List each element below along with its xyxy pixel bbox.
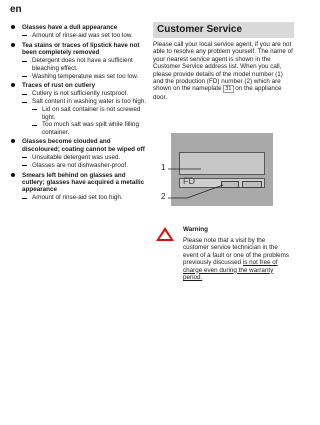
problem-title: Smears left behind on glasses and cutlery; glasses have acquired a metallic appearance: [22, 171, 145, 194]
cause-text: Detergent does not have a sufficient bleaching effect.: [32, 57, 133, 72]
intro-text: Please call your local service agent, if you are not able to resolve any problem yourself. The name of your nearest service agent is shown in the Customer Service address list. When you call, please provide details of the model number (1) and the production (FD) number (2) which are shown on the nameplate: [153, 41, 293, 93]
section-title: Customer Service: [153, 22, 294, 38]
dash-icon: [22, 198, 27, 199]
dash-icon: [22, 61, 27, 62]
list-item: [10, 42, 148, 80]
problem-title: Glasses become clouded and discoloured; coating cannot be wiped off: [22, 138, 145, 153]
bullet-icon: [11, 43, 15, 47]
bullet-icon: [11, 83, 15, 87]
cause-item: [22, 32, 148, 39]
dash-icon: [22, 157, 27, 158]
dash-icon: [22, 94, 27, 95]
sub-cause-item: [32, 121, 148, 136]
callout-line-2-diag: [187, 185, 223, 198]
callout-lines: [153, 22, 294, 222]
cause-text: Washing temperature was set too low.: [32, 72, 139, 80]
problem-title: Traces of rust on cutlery: [22, 82, 96, 90]
troubleshooting-list: [10, 24, 148, 204]
bullet-icon: [11, 173, 15, 177]
warning-body: Please note that a visit by the customer service technician in the event of a fault or one of the problems previously discussed: [183, 237, 290, 267]
list-item: [10, 172, 148, 202]
warning-icon: [155, 226, 175, 242]
intro-end-text: on the appliance door.: [153, 85, 282, 101]
bullet-icon: [11, 139, 15, 143]
cause-text: Amount of rinse-aid was set too low.: [32, 32, 133, 39]
cause-item: [22, 73, 148, 80]
problem-title: Glasses have a dull appearance: [22, 24, 118, 31]
cause-text: Unsuitable detergent was used.: [32, 153, 121, 161]
cause-item: [22, 162, 148, 169]
list-item: [10, 138, 148, 169]
dash-icon: [32, 109, 37, 110]
callout-2: 2: [161, 192, 166, 201]
dash-icon: [22, 76, 27, 77]
sub-cause-text: Too much salt was spilt while filling container.: [42, 121, 139, 136]
cause-item: [22, 90, 148, 97]
cause-item: [22, 194, 148, 201]
cause-text: Glasses are not dishwasher-proof.: [32, 161, 128, 169]
cause-item: [22, 57, 148, 72]
cause-item: [22, 98, 148, 136]
dash-icon: [22, 165, 27, 166]
cause-text: Salt content in washing water is too high.: [32, 98, 147, 106]
problem-title: Tea stains or traces of lipstick have not been completely removed: [22, 41, 140, 57]
bullet-icon: [11, 25, 15, 29]
dash-icon: [32, 125, 37, 126]
list-item: [10, 82, 148, 136]
cause-item: [22, 154, 148, 161]
cause-text: Amount of rinse-aid set too high.: [32, 194, 123, 202]
sub-cause-text: Lid on salt container is not screwed tight.: [42, 106, 141, 121]
page-reference: 31: [225, 86, 232, 93]
sub-cause-item: [32, 106, 148, 121]
warning-underlined: is not free of charge even during the warranty period.: [183, 259, 278, 282]
warning-text: [183, 237, 291, 281]
cause-text: Cutlery is not sufficiently rustproof.: [32, 90, 129, 98]
customer-service-section: [153, 22, 294, 282]
callout-1: 1: [161, 163, 166, 172]
warning-title: Warning: [183, 226, 208, 233]
dash-icon: [22, 102, 27, 103]
dash-icon: [22, 35, 27, 36]
fd-label: FD: [183, 176, 195, 186]
list-item: [10, 24, 148, 39]
language-label: en: [10, 4, 22, 15]
